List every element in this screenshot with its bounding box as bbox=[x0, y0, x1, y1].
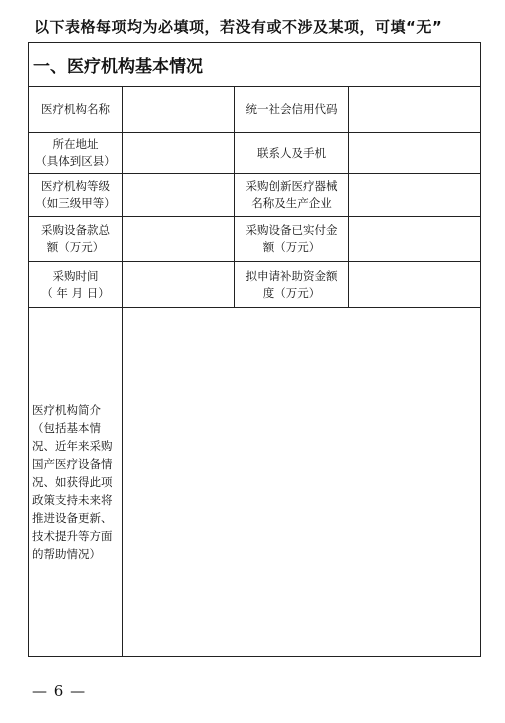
field-device-name[interactable] bbox=[349, 174, 481, 217]
instruction-note: 以下表格每项均为必填项，若没有或不涉及某项，可填“无” bbox=[34, 18, 443, 36]
institution-info-table bbox=[28, 42, 481, 657]
field-address[interactable] bbox=[123, 133, 235, 174]
label-device-name: 采购创新医疗器械 名称及生产企业 bbox=[235, 174, 349, 217]
field-total-amount[interactable] bbox=[123, 217, 235, 262]
section-title: 一、医疗机构基本情况 bbox=[29, 43, 481, 87]
field-institution-intro[interactable] bbox=[123, 308, 481, 657]
label-address: 所在地址 （具体到区县） bbox=[29, 133, 123, 174]
label-grade: 医疗机构等级 （如三级甲等） bbox=[29, 174, 123, 217]
field-institution-name[interactable] bbox=[123, 87, 235, 133]
field-paid-amount[interactable] bbox=[349, 217, 481, 262]
label-institution-name: 医疗机构名称 bbox=[29, 87, 123, 133]
label-paid-amount: 采购设备已实付金 额（万元） bbox=[235, 217, 349, 262]
field-contact[interactable] bbox=[349, 133, 481, 174]
label-purchase-date: 采购时间 （ 年 月 日） bbox=[29, 262, 123, 308]
label-credit-code: 统一社会信用代码 bbox=[235, 87, 349, 133]
label-contact: 联系人及手机 bbox=[235, 133, 349, 174]
field-subsidy-amount[interactable] bbox=[349, 262, 481, 308]
label-institution-intro: 医疗机构简介 （包括基本情 况、近年来采购 国产医疗设备情 况、如获得此项 政策支持未来将 推进设备更新、 技术提升等方面 的帮助情况） bbox=[29, 308, 123, 657]
label-total-amount: 采购设备款总 额（万元） bbox=[29, 217, 123, 262]
label-subsidy-amount: 拟申请补助资金额 度（万元） bbox=[235, 262, 349, 308]
page-number: — 6 — bbox=[32, 682, 87, 700]
field-purchase-date[interactable] bbox=[123, 262, 235, 308]
field-grade[interactable] bbox=[123, 174, 235, 217]
field-credit-code[interactable] bbox=[349, 87, 481, 133]
